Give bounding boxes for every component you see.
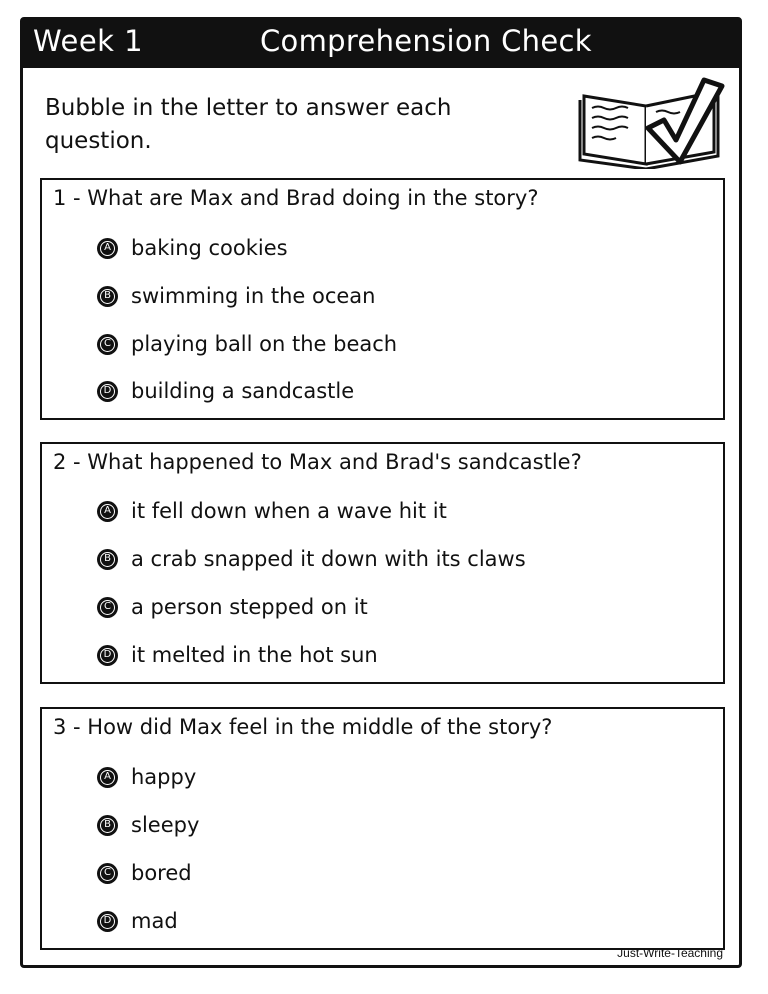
question-text: 2 - What happened to Max and Brad's sandcastle? xyxy=(53,450,582,474)
answer-bubble-b[interactable]: B xyxy=(97,549,118,570)
question-text: 3 - How did Max feel in the middle of the story? xyxy=(53,715,553,739)
answer-option-b[interactable] xyxy=(97,810,199,840)
answer-option-b[interactable] xyxy=(97,544,526,574)
answer-bubble-a[interactable]: A xyxy=(97,238,118,259)
answer-option-d[interactable] xyxy=(97,376,354,406)
answer-bubble-b[interactable]: B xyxy=(97,815,118,836)
answer-text: playing ball on the beach xyxy=(131,332,398,356)
answer-bubble-a[interactable]: A xyxy=(97,767,118,788)
answer-bubble-d[interactable]: D xyxy=(97,645,118,666)
answer-text: mad xyxy=(131,909,178,933)
answer-option-d[interactable] xyxy=(97,640,378,670)
footer-credit: Just-Write-Teaching xyxy=(617,946,723,960)
question-box-3 xyxy=(40,707,725,950)
answer-text: a crab snapped it down with its claws xyxy=(131,547,526,571)
answer-text: it fell down when a wave hit it xyxy=(131,499,447,523)
answer-bubble-c[interactable]: C xyxy=(97,863,118,884)
answer-text: swimming in the ocean xyxy=(131,284,376,308)
answer-text: bored xyxy=(131,861,192,885)
question-box-1 xyxy=(40,178,725,420)
answer-text: happy xyxy=(131,765,197,789)
answer-option-a[interactable] xyxy=(97,496,447,526)
answer-option-b[interactable] xyxy=(97,281,375,311)
answer-text: sleepy xyxy=(131,813,200,837)
header-bar xyxy=(23,20,739,68)
question-text: 1 - What are Max and Brad doing in the story? xyxy=(53,186,539,210)
instructions: Bubble in the letter to answer each question. xyxy=(45,95,452,154)
page-title: Comprehension Check xyxy=(260,24,592,58)
answer-text: a person stepped on it xyxy=(131,595,368,619)
answer-text: baking cookies xyxy=(131,236,288,260)
answer-bubble-c[interactable]: C xyxy=(97,597,118,618)
answer-bubble-b[interactable]: B xyxy=(97,286,118,307)
answer-option-d[interactable] xyxy=(97,906,178,936)
answer-bubble-a[interactable]: A xyxy=(97,501,118,522)
answer-option-c[interactable] xyxy=(97,329,397,359)
answer-option-a[interactable] xyxy=(97,762,196,792)
open-book-checkmark-icon xyxy=(576,74,726,169)
answer-text: it melted in the hot sun xyxy=(131,643,378,667)
answer-option-c[interactable] xyxy=(97,592,368,622)
week-label: Week 1 xyxy=(33,24,144,58)
worksheet xyxy=(20,17,742,968)
answer-option-a[interactable] xyxy=(97,233,288,263)
question-box-2 xyxy=(40,442,725,684)
answer-option-c[interactable] xyxy=(97,858,192,888)
answer-bubble-d[interactable]: D xyxy=(97,911,118,932)
answer-text: building a sandcastle xyxy=(131,379,355,403)
answer-bubble-d[interactable]: D xyxy=(97,381,118,402)
answer-bubble-c[interactable]: C xyxy=(97,334,118,355)
